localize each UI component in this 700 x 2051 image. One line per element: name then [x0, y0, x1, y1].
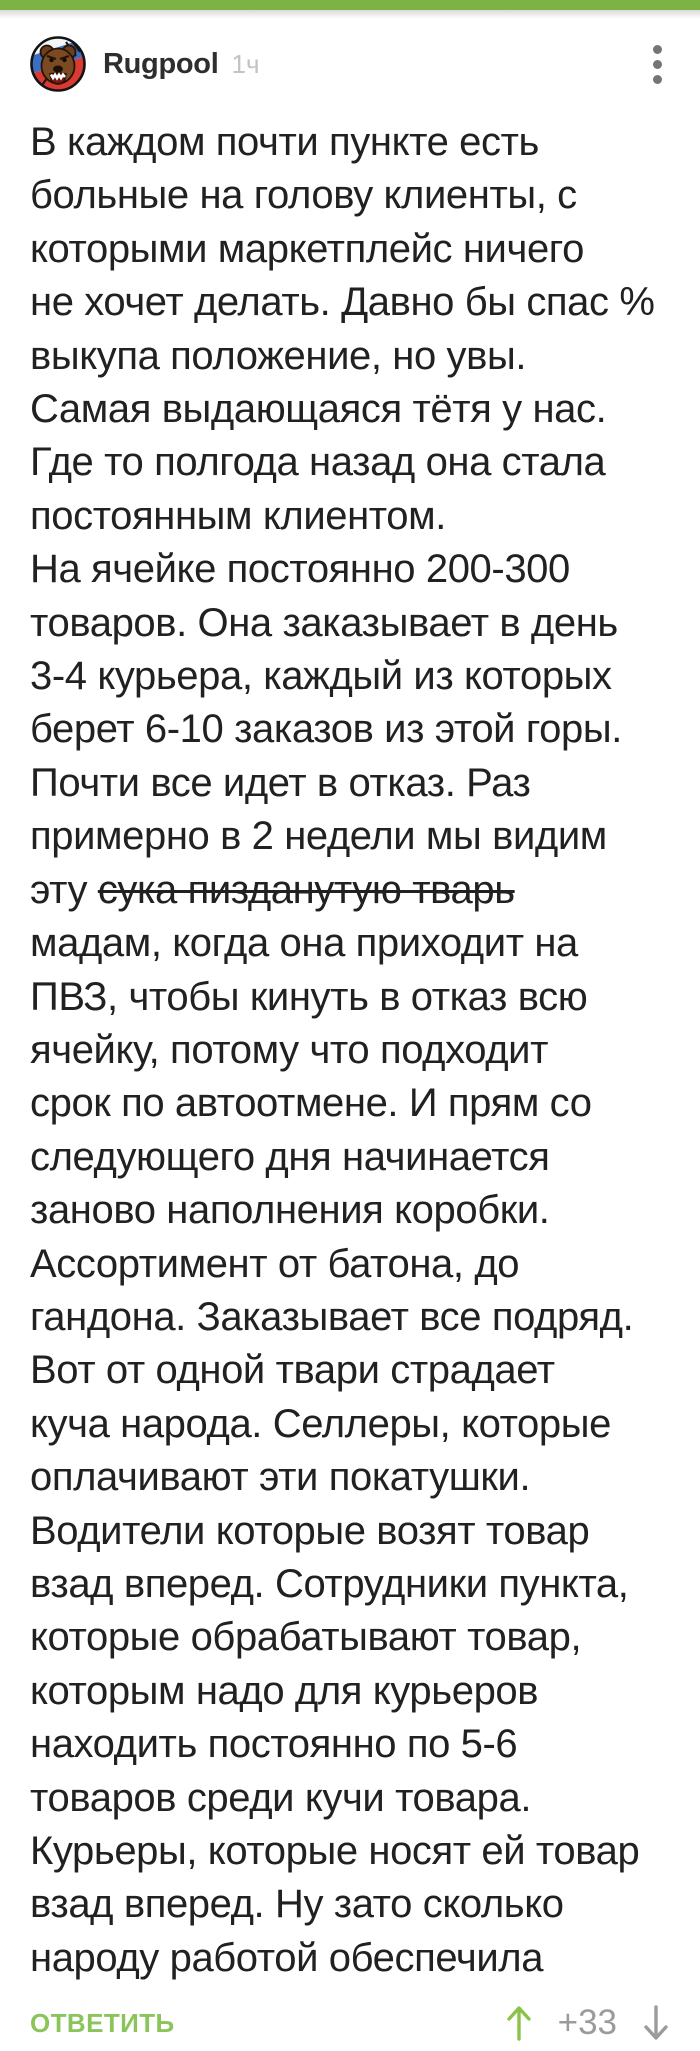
comment-line-text: взад вперед. Ну зато сколько	[30, 1882, 564, 1927]
comment-line	[30, 383, 670, 436]
comment-line	[30, 1024, 670, 1077]
vote-controls	[505, 2003, 670, 2043]
comment-line	[30, 917, 670, 970]
downvote-arrow-icon[interactable]	[642, 2004, 670, 2042]
comment-line	[30, 436, 670, 489]
comment-line	[30, 1558, 670, 1611]
comment-line	[30, 223, 670, 276]
comment-line	[30, 971, 670, 1024]
comment-line	[30, 116, 670, 169]
comment-line-text: больные на голову клиенты, с	[30, 173, 577, 218]
comment-line-text: ПВЗ, чтобы кинуть в отказ всю	[30, 974, 588, 1019]
comment-line	[30, 597, 670, 650]
comment-timestamp: 1ч	[231, 48, 260, 79]
comment-line	[30, 543, 670, 596]
comment-line	[30, 864, 670, 917]
comment-line	[30, 169, 670, 222]
comment-line	[30, 1611, 670, 1664]
comment-line-text: Где то полгода назад она стала	[30, 440, 606, 485]
comment-line-text: срок по автоотмене. И прям со	[30, 1081, 592, 1126]
comment-line-text: куча народа. Селлеры, которые	[30, 1401, 611, 1446]
comment-line	[30, 1825, 670, 1878]
comment-line-text: которые обрабатывают товар,	[30, 1615, 582, 1660]
comment-line	[30, 810, 670, 863]
comment-line-text: Вот от одной твари страдает	[30, 1348, 555, 1393]
comment-line-text: эту	[30, 867, 98, 912]
comment-footer	[30, 2001, 670, 2045]
struck-text: сука пизданутую тварь	[97, 867, 515, 912]
top-accent-bar	[0, 0, 700, 10]
comment-line	[30, 276, 670, 329]
comment-line-text: не хочет делать. Давно бы спас %	[30, 280, 655, 325]
comment-line-text: В каждом почти пункте есть	[30, 120, 539, 164]
comment-line	[30, 757, 670, 810]
rating-count: +33	[557, 2003, 617, 2043]
comment-line-text: гандона. Заказывает все подряд.	[30, 1294, 634, 1339]
comment-line-text: которыми маркетплейс ничего	[30, 226, 584, 271]
comment-line	[30, 1344, 670, 1397]
comment-line	[30, 650, 670, 703]
comment-line-text: Курьеры, которые носят ей товар	[30, 1829, 640, 1873]
comment-line-text: На ячейке постоянно 200-300	[30, 547, 570, 592]
comment-line	[30, 1772, 670, 1825]
comment-line-text: оплачивают эти покатушки.	[30, 1455, 531, 1500]
comment-line	[30, 330, 670, 383]
comment-line	[30, 1398, 670, 1451]
comment-line-text: берет 6-10 заказов из этой горы.	[30, 707, 622, 752]
comment-line	[30, 1718, 670, 1771]
comment-line-text: мадам, когда она приходит на	[30, 921, 578, 966]
comment-line	[30, 1184, 670, 1237]
comment-line-text: товаров. Она заказывает в день	[30, 600, 618, 645]
comment-line	[30, 1665, 670, 1718]
comment-line-text: взад вперед. Сотрудники пункта,	[30, 1561, 629, 1606]
comment-line	[30, 1505, 670, 1558]
username[interactable]: Rugpool	[103, 47, 219, 80]
comment-line	[30, 490, 670, 543]
comment-line-text: 3-4 курьера, каждый из которых	[30, 654, 612, 699]
comment-line	[30, 1878, 670, 1931]
comment-line-text: Водители которые возят товар	[30, 1508, 590, 1553]
comment-header	[30, 36, 670, 92]
comment-line-text: Самая выдающаяся тётя у нас.	[30, 387, 607, 432]
comment-line-text: Почти все идет в отказ. Раз	[30, 760, 531, 805]
comment-line	[30, 1077, 670, 1130]
comment-line	[30, 1451, 670, 1504]
comment-line-text: заново наполнения коробки.	[30, 1188, 550, 1233]
comment-line-text: которым надо для курьеров	[30, 1668, 539, 1713]
comment-line-text: примерно в 2 недели мы видим	[30, 814, 607, 859]
comment-line	[30, 1932, 670, 1985]
comment-line	[30, 1131, 670, 1184]
top-bar-shadow	[0, 10, 700, 19]
comment-line-text: находить постоянно по 5-6	[30, 1722, 518, 1767]
comment-text	[30, 116, 670, 1985]
comment-line-text: Ассортимент от батона, до	[30, 1241, 520, 1286]
upvote-arrow-icon[interactable]	[505, 2004, 533, 2042]
user-avatar-bear-flag-icon[interactable]	[30, 36, 86, 92]
comment-line	[30, 703, 670, 756]
comment-line-text: народу работой обеспечила	[30, 1935, 544, 1980]
comment-line	[30, 1238, 670, 1291]
comment-line-text: товаров среди кучи товара.	[30, 1775, 532, 1820]
kebab-menu-icon[interactable]	[649, 41, 666, 88]
comment-line-text: постоянным клиентом.	[30, 493, 446, 538]
comment-line	[30, 1291, 670, 1344]
reply-button[interactable]: ОТВЕТИТЬ	[30, 2007, 175, 2038]
comment-line-text: ячейку, потому что подходит	[30, 1027, 549, 1072]
comment-line-text: выкупа положение, но увы.	[30, 333, 527, 378]
comment-line-text: следующего дня начинается	[30, 1134, 550, 1179]
